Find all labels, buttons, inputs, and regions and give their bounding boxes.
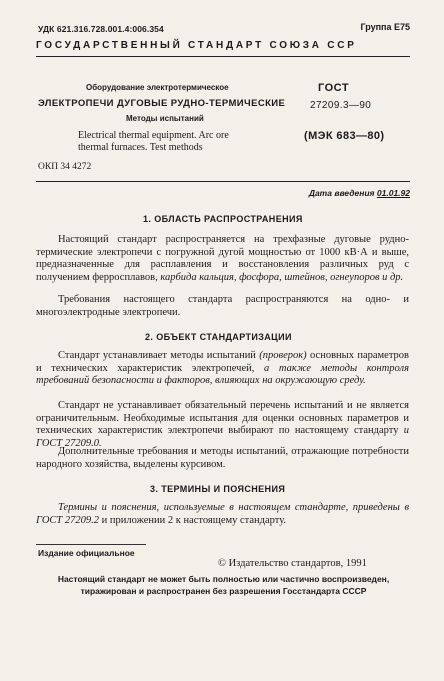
gost-label: ГОСТ bbox=[318, 82, 350, 94]
section-3-paragraph-1 bbox=[36, 502, 409, 527]
official-edition-label: Издание официальное bbox=[38, 548, 135, 558]
section-1-paragraph-2: Требования настоящего стандарта распространяются на одно- и многоэлектродные электропечи. bbox=[36, 294, 409, 318]
footer-divider bbox=[36, 544, 146, 545]
section-1-paragraph-1 bbox=[36, 234, 409, 284]
section-2-paragraph-2-text: Стандарт не устанавливает обязательный перечень испытаний и не является ограничительным. Необходимые испытания для оценки основных параметров и технических характеристик электропечи выбирают по настоящему стандарту bbox=[36, 400, 409, 437]
section-2-title: 2. ОБЪЕКТ СТАНДАРТИЗАЦИИ bbox=[145, 332, 292, 342]
section-2-paragraph-1-text-a: Стандарт устанавливает методы испытаний bbox=[58, 350, 260, 361]
section-3-paragraph-1-italic: Термины и пояснения, используемые в настоящем стандарте, приведены в ГОСТ 27209.2 bbox=[36, 502, 409, 526]
okp-code: ОКП 34 4272 bbox=[38, 162, 92, 172]
section-2-paragraph-2-italic: и ГОСТ 27209.0. bbox=[36, 425, 409, 449]
copyright-notice: © Издательство стандартов, 1991 bbox=[218, 558, 367, 569]
section-2-paragraph-1-italic-b: а также методы контроля требований безопасности и факторов, влияющих на окружающую среду. bbox=[36, 362, 409, 387]
effective-date-label: Дата введения bbox=[308, 188, 375, 198]
section-2-paragraph-1-text-b: основных параметров и технических характеристик электропечей, bbox=[36, 350, 409, 374]
equipment-category: Оборудование электротермическое bbox=[86, 83, 229, 92]
effective-date bbox=[309, 188, 410, 198]
top-divider bbox=[36, 56, 410, 57]
section-2-paragraph-1-italic-a: (проверок) bbox=[259, 350, 307, 361]
english-title-line-2: thermal furnaces. Test methods bbox=[78, 142, 203, 153]
reproduction-notice-line-2: тиражирован и распространен без разрешения Госстандарта СССР bbox=[80, 585, 367, 596]
middle-divider bbox=[36, 181, 410, 182]
section-1-paragraph-1-text: Настоящий стандарт распространяется на трехфазные дуговые рудно-термические электропечи с погружной дугой мощностью от 1000 кВ·А и выше, предназначенные для расплавления и восстановления различных руд с получением ферросплавов, bbox=[36, 234, 409, 283]
section-2-paragraph-1 bbox=[36, 350, 409, 388]
section-2-paragraph-2 bbox=[36, 400, 409, 450]
section-3-title: 3. ТЕРМИНЫ И ПОЯСНЕНИЯ bbox=[150, 484, 286, 494]
standard-title: ГОСУДАРСТВЕННЫЙ СТАНДАРТ СОЮЗА ССР bbox=[36, 40, 357, 51]
document-main-title: ЭЛЕКТРОПЕЧИ ДУГОВЫЕ РУДНО-ТЕРМИЧЕСКИЕ bbox=[38, 98, 286, 109]
effective-date-value: 01.01.92 bbox=[376, 188, 410, 198]
reproduction-notice-line-1: Настоящий стандарт не может быть полностью или частично воспроизведен, bbox=[57, 574, 390, 584]
udk-code: УДК 621.316.728.001.4:006.354 bbox=[38, 24, 164, 34]
reproduction-notice bbox=[36, 574, 411, 597]
gost-number: 27209.3—90 bbox=[310, 100, 372, 111]
section-2-paragraph-3: Дополнительные требования и методы испытаний, отражающие потребности народного хозяйства, выделены курсивом. bbox=[36, 446, 409, 470]
document-subtitle: Методы испытаний bbox=[126, 114, 204, 123]
group-code: Группа Е75 bbox=[360, 22, 410, 32]
section-1-paragraph-1-italic: карбида кальция, фосфора, штейнов, огнеупоров и др. bbox=[160, 271, 404, 283]
section-1-title: 1. ОБЛАСТЬ РАСПРОСТРАНЕНИЯ bbox=[143, 214, 303, 224]
section-3-paragraph-1-text: и приложении 2 к настоящему стандарту. bbox=[99, 514, 287, 526]
iec-reference: (МЭК 683—80) bbox=[304, 130, 385, 142]
english-title-line-1: Electrical thermal equipment. Arc ore bbox=[78, 130, 229, 141]
